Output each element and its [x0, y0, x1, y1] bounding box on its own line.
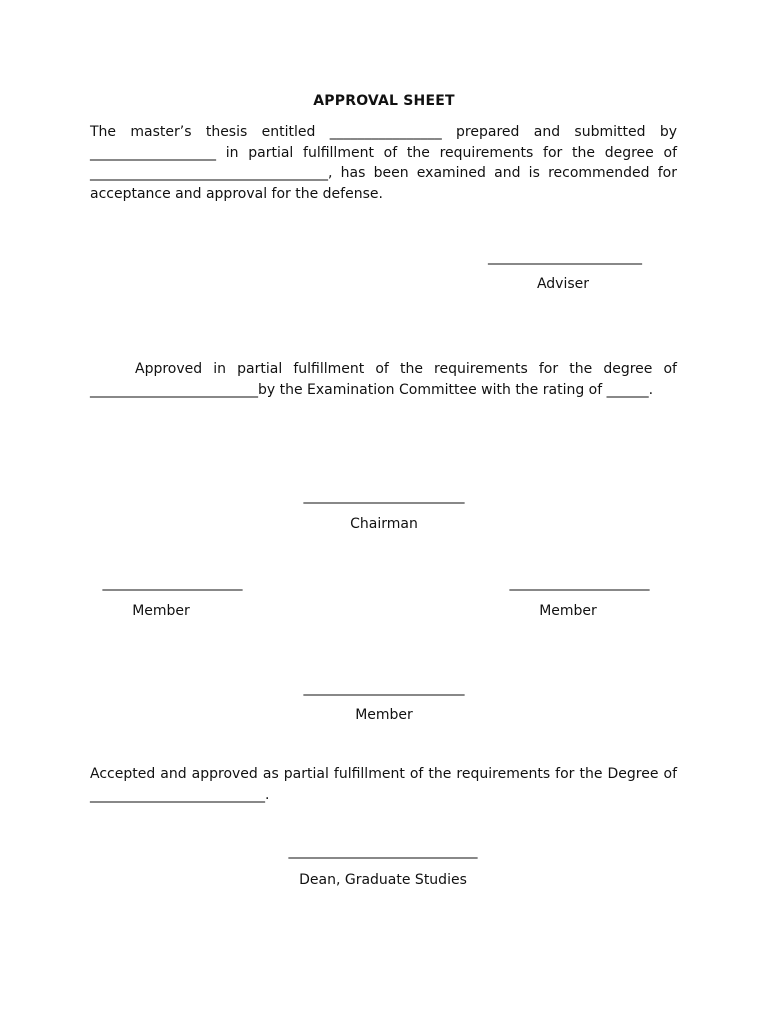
dean-acceptance-paragraph: Accepted and approved as partial fulfillment of the requirements for the Degree of _________________________.: [90, 766, 677, 803]
member-center-signature-line: _______________________: [303, 680, 465, 696]
committee-approval-paragraph: Approved in partial fulfillment of the requirements for the degree of ________________________by the Examination Committee with the rating of ______.: [90, 361, 677, 398]
thesis-statement-paragraph: The master’s thesis entitled ________________ prepared and submitted by __________________ in partial fulfillment of the requirements for the degree of __________________________________, has been examined and is recommended for acceptance and approval for the defense.: [90, 124, 677, 202]
adviser-signature-line: ______________________: [488, 249, 642, 265]
adviser-label: Adviser: [536, 276, 590, 292]
member-right-label: Member: [539, 603, 597, 619]
member-center-label: Member: [355, 707, 413, 723]
member-left-signature-line: ____________________: [102, 575, 243, 591]
chairman-signature-line: _______________________: [303, 488, 465, 504]
dean-signature-line: ___________________________: [288, 843, 478, 859]
chairman-label: Chairman: [350, 516, 418, 532]
member-right-signature-line: ____________________: [509, 575, 650, 591]
member-left-label: Member: [132, 603, 190, 619]
dean-label: Dean, Graduate Studies: [299, 872, 467, 888]
page-title: APPROVAL SHEET: [313, 93, 455, 109]
